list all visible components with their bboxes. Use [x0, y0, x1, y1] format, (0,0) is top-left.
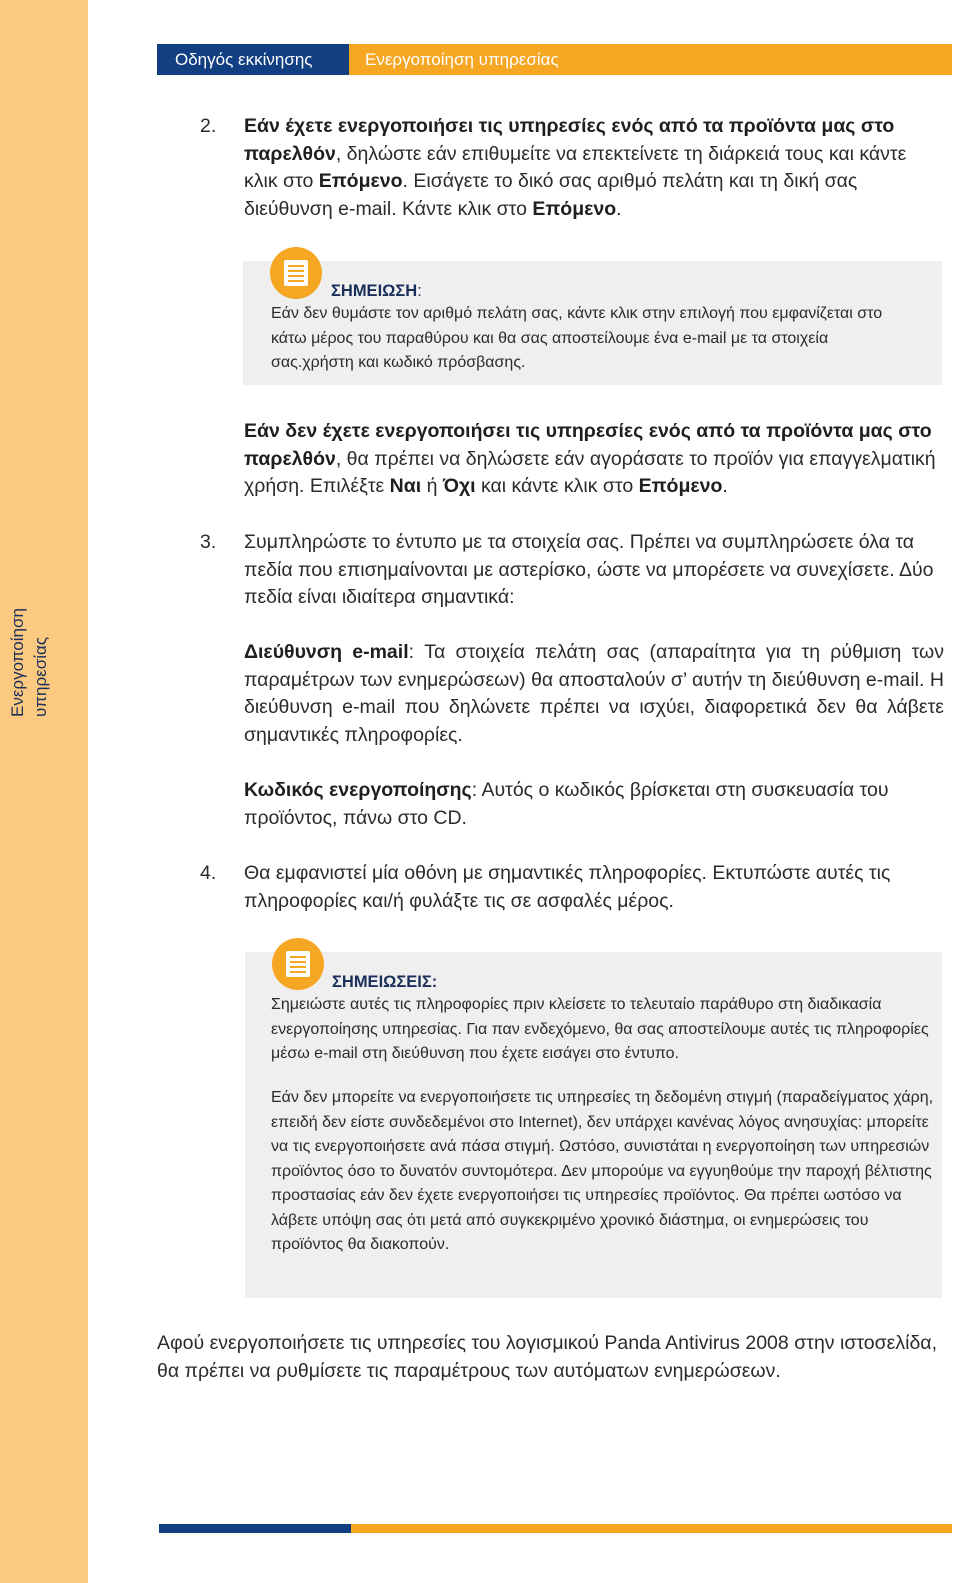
note2-text2: Εάν δεν μπορείτε να ενεργοποιήσετε τις υπηρεσίες τη δεδομένη στιγμή (παραδείγματος χάρη, επειδή δεν είστε συνδεδεμένοι στο Internet), δεν υπάρχει κανένας λόγος ανησυχίας: μπορείτε να τις ενεργοποιήσετε ανά πάσα στιγμή. Ωστόσο, συνιστάται η ενεργοποίηση των υπηρεσιών προϊόντος όσο το δυνατόν συντομότερα. Δεν μπορούμε να εγγυηθούμε την παροχή βέλτιστης προστασίας εάν δεν έχετε ενεργοποιήσει τις υπηρεσίες προϊόντος. Θα πρέπει ωστόσο να λάβετε υπόψη σας ότι μετά από συγκεκριμένο χρονικό διάστημα, οι ενημερώσεις του προϊόντος θα διακοπούν.	[271, 1089, 934, 1253]
step2-text2: . Εισάγετε το δικό σας αριθμό πελάτη και τη δική σας διεύθυνση e-mail. Κάντε κλικ στο	[244, 170, 858, 220]
step2-text3: .	[616, 197, 622, 220]
step2-text1: , δηλώστε εάν επιθυμείτε να επεκτείνετε τη διάρκειά τους και κάντε κλικ στο	[244, 142, 907, 192]
header-section-title: Ενεργοποίηση υπηρεσίας	[349, 44, 952, 75]
email-field-description	[244, 639, 944, 749]
note1-title	[331, 280, 422, 302]
step3-number: 3.	[200, 531, 217, 553]
step2-bold1: Εάν έχετε ενεργοποιήσει τις υπηρεσίες ενός από τα προϊόντα μας στο παρελθόν	[244, 115, 895, 165]
note1-title-text: ΣΗΜΕΙΩΣΗ	[331, 282, 418, 300]
step4-text: Θα εμφανιστεί μία οθόνη με σημαντικές πληροφορίες. Εκτυπώστε αυτές τις πληροφορίες και/ή φυλάξτε τις σε ασφαλές μέρος.	[244, 862, 891, 912]
page-header	[157, 44, 952, 75]
not-activated-bold1: Εάν δεν έχετε ενεργοποιήσει τις υπηρεσίες ενός από τα προϊόντα μας στο παρελθόν	[244, 420, 932, 470]
note-box-1	[243, 261, 942, 385]
note1-title-colon: :	[417, 282, 422, 300]
note-icon	[270, 247, 322, 299]
note1-text: Εάν δεν θυμάστε τον αριθμό πελάτη σας, κάντε κλικ στην επιλογή που εμφανίζεται στο κάτω μέρος του παραθύρου και θα σας αποστείλουμε ένα e-mail με τα στοιχεία σας.χρήστη και κωδικό πρόσβασης.	[271, 305, 883, 371]
final-paragraph: Αφού ενεργοποιήσετε τις υπηρεσίες του λογισμικού Panda Antivirus 2008 στην ιστοσελίδα, θα πρέπει να ρυθμίσετε τις παραμέτρους των αυτόματων ενημερώσεων.	[157, 1332, 937, 1382]
not-activated-bold3: Όχι	[442, 475, 476, 497]
email-label: Διεύθυνση e-mail	[244, 641, 409, 663]
not-activated-text1: , θα πρέπει να δηλώσετε εάν αγοράσατε το προϊόν για επαγγελματική χρήση. Επιλέξτε	[244, 447, 936, 497]
side-band	[0, 0, 88, 1583]
not-activated-bold2: Ναι	[389, 475, 422, 497]
not-activated-text4: .	[722, 475, 728, 497]
step2-bold3: Επόμενο	[532, 197, 617, 220]
step3-text: Συμπληρώστε το έντυπο με τα στοιχεία σας. Πρέπει να συμπληρώσετε όλα τα πεδία που επισημαίνονται με αστερίσκο, ώστε να μπορέσετε να συνεχίσετε. Δύο πεδία είναι ιδιαίτερα σημαντικά:	[244, 531, 934, 608]
step2-text	[244, 113, 944, 223]
notes-icon	[272, 938, 324, 990]
side-section-label	[0, 548, 88, 718]
not-activated-text2: ή	[421, 475, 443, 497]
step2-number: 2.	[200, 115, 217, 137]
footer-bar-orange	[351, 1524, 952, 1533]
not-activated-bold4: Επόμενο	[638, 475, 723, 497]
code-label: Κωδικός ενεργοποίησης	[244, 779, 472, 801]
activation-code-description	[244, 777, 944, 832]
header-guide-title: Οδηγός εκκίνησης	[157, 44, 349, 75]
side-section-label-text: Ενεργοποίηση υπηρεσίας	[8, 608, 50, 717]
page-footer-bar	[159, 1524, 952, 1533]
step2-bold2: Επόμενο	[318, 170, 403, 192]
not-activated-text3: και κάντε κλικ στο	[475, 475, 639, 497]
not-activated-paragraph	[244, 418, 944, 501]
email-text: : Τα στοιχεία πελάτη σας (απαραίτητα για τη ρύθμιση των παραμέτρων των ενημερώσεων) θα αποσταλούν σ’ αυτήν τη διεύθυνση e-mail. Η διεύθυνση e-mail που δηλώνετε πρέπει να ισχύει, διαφορετικά δεν θα λάβετε σημαντικές πληροφορίες.	[244, 641, 944, 746]
note2-title: ΣΗΜΕΙΩΣΕΙΣ:	[332, 973, 438, 991]
note-box-2	[245, 952, 942, 1298]
note2-text1: Σημειώστε αυτές τις πληροφορίες πριν κλείσετε το τελευταίο παράθυρο στη διαδικασία ενεργοποίησης υπηρεσίας. Για παν ενδεχόμενο, θα σας αποστείλουμε αυτές τις πληροφορίες μέσω e-mail στη διεύθυνση που έχετε εισάγει στο έντυπο.	[271, 996, 929, 1062]
footer-bar-blue	[159, 1524, 351, 1533]
code-text: : Αυτός ο κωδικός βρίσκεται στη συσκευασία του προϊόντος, πάνω στο CD.	[244, 779, 889, 829]
step4-number: 4.	[200, 862, 217, 884]
